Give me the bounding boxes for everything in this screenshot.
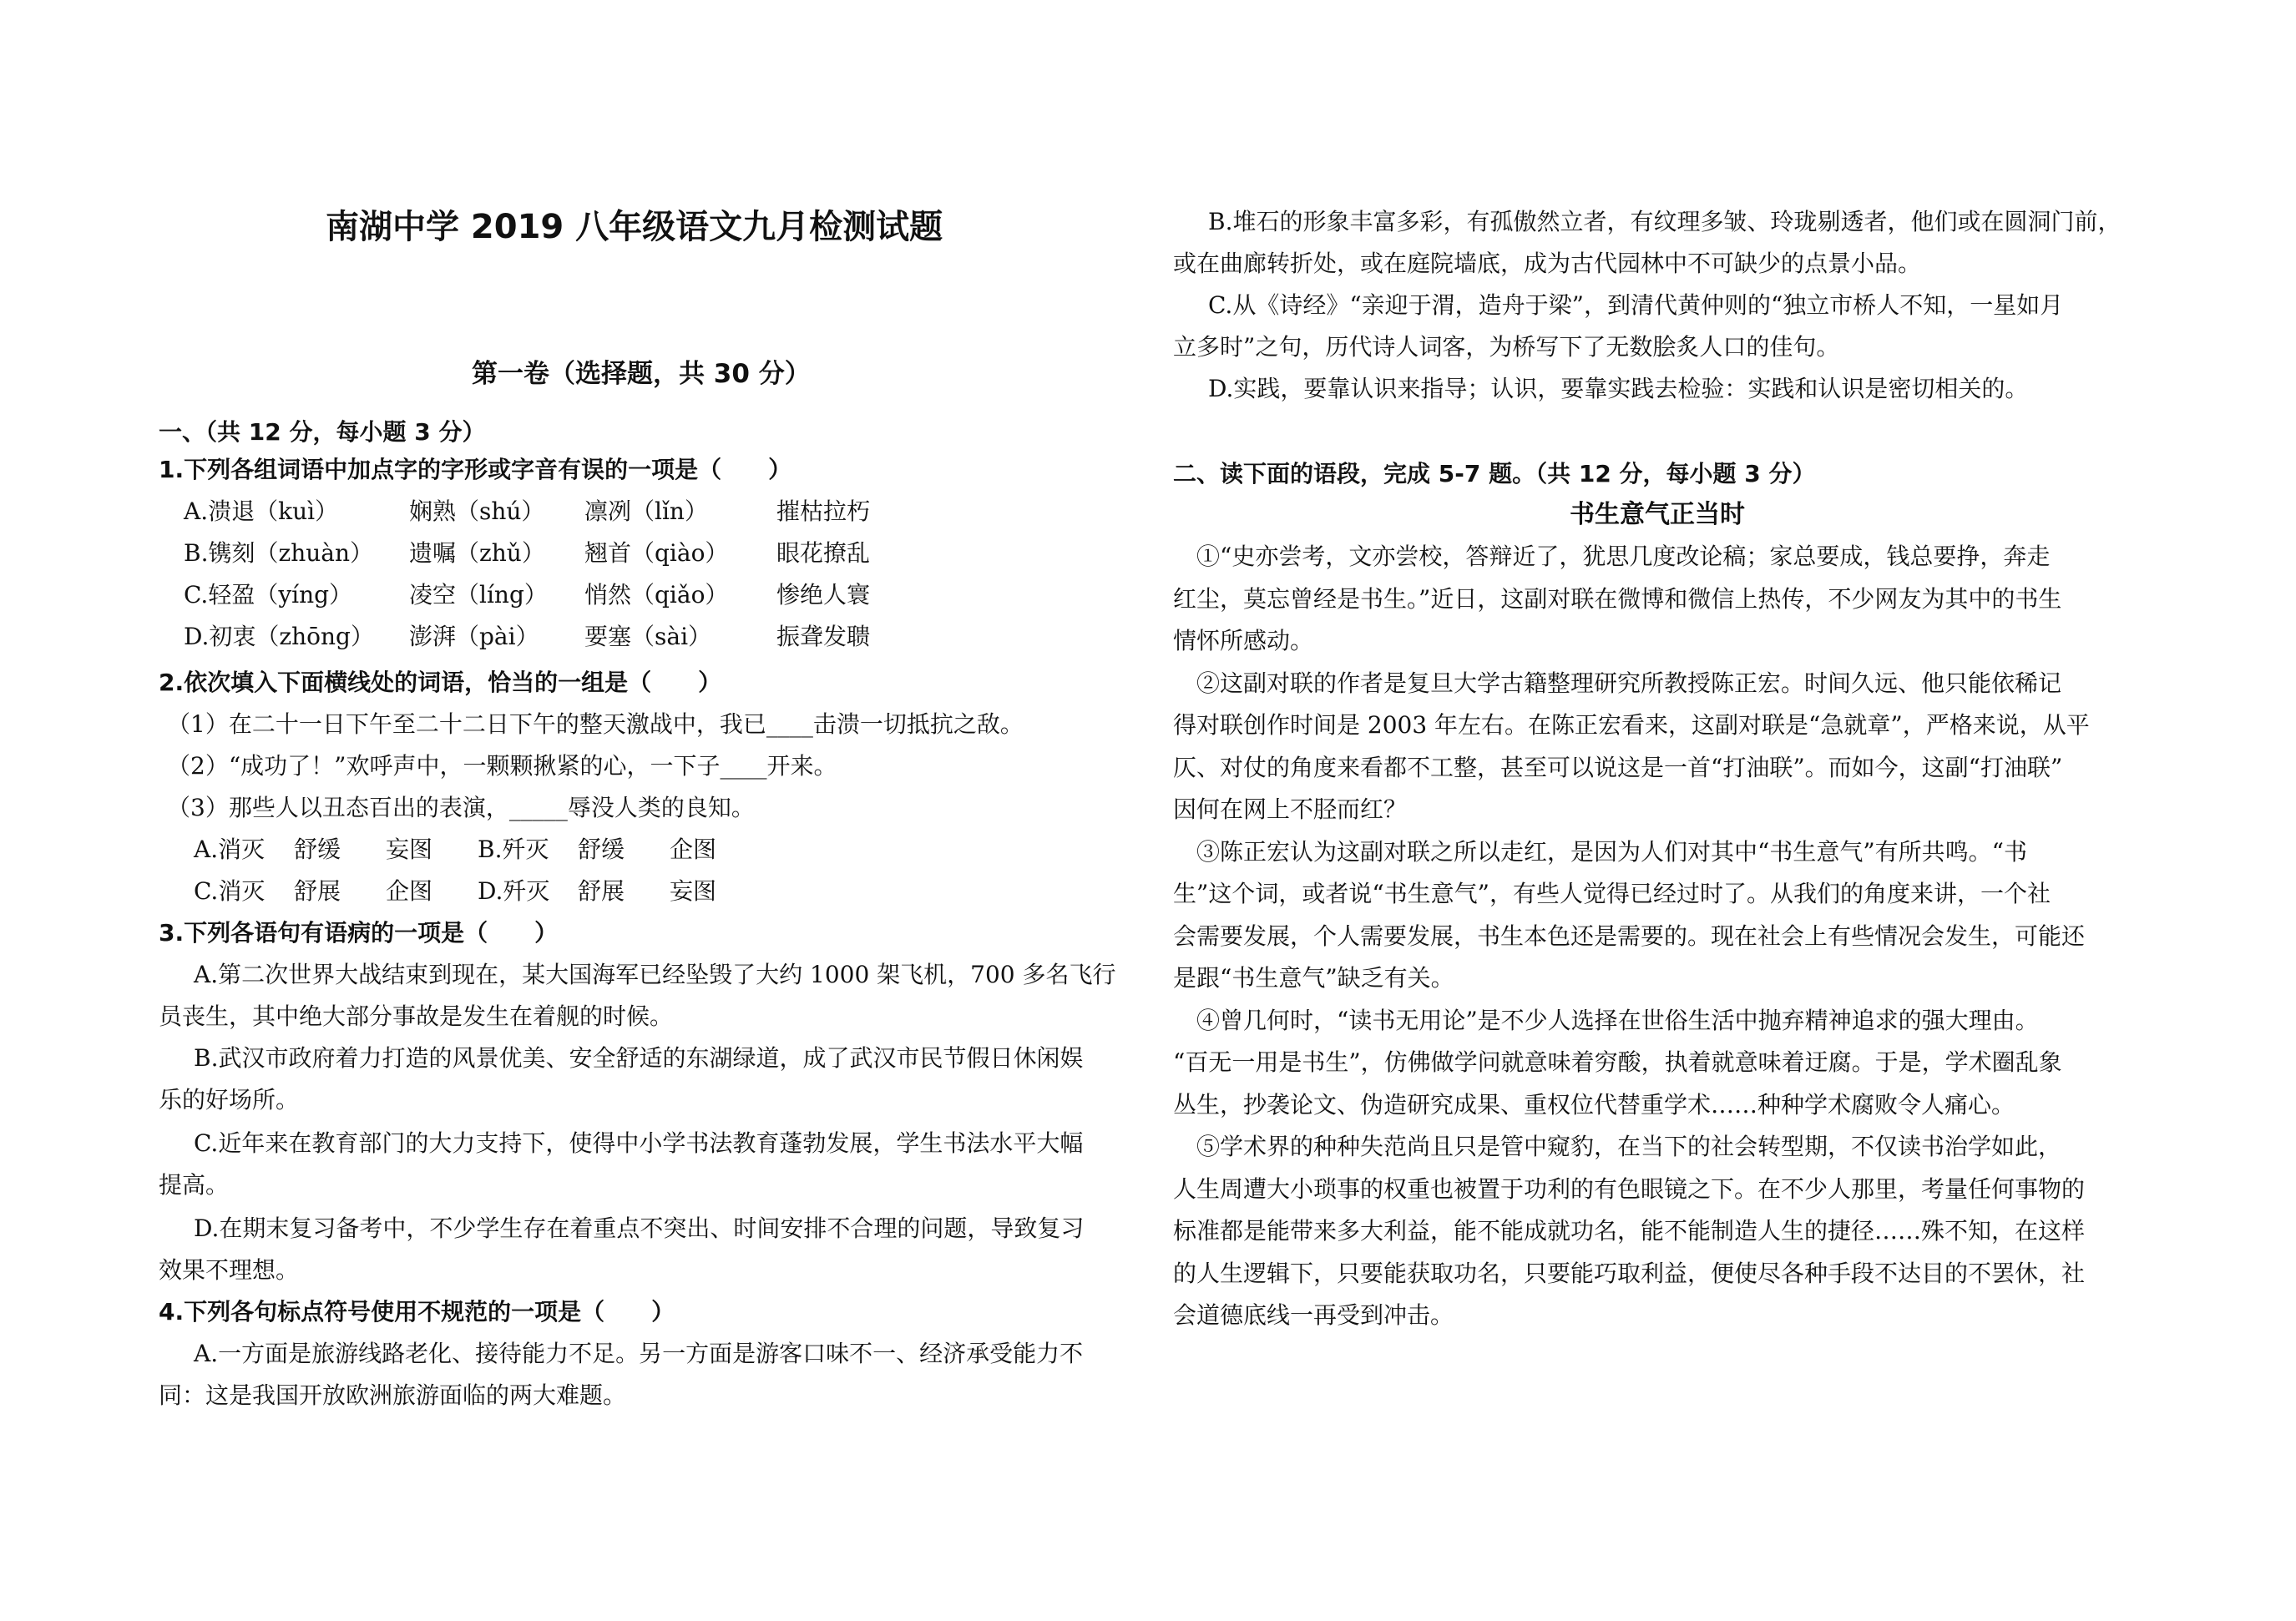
article-line: 生”这个词，或者说“书生意气”，有些人觉得已经过时了。从我们的角度来讲，一个社	[1173, 880, 2051, 907]
q3-b-line1: B.武汉市政府着力打造的风景优美、安全舒适的东湖绿道，成了武汉市民节假日休闲娱	[194, 1044, 1084, 1072]
q1-c-4: 惨绝人寰	[776, 581, 871, 609]
q3-a-line1: A.第二次世界大战结束到现在，某大国海军已经坠毁了大约 1000 架飞机，700 多名飞行	[194, 961, 1116, 988]
q4-stem: 4.下列各句标点符号使用不规范的一项是（ ）	[159, 1298, 675, 1326]
q2-a-2: 舒缓	[294, 836, 341, 863]
article-line: ③陈正宏认为这副对联之所以走红，是因为人们对其中“书生意气”有所共鸣。“书	[1173, 837, 2027, 866]
q2-options-ab	[194, 833, 716, 866]
q1-b-3: 翘首（qiào）	[584, 539, 729, 567]
q1-c-3: 悄然（qiǎo）	[584, 581, 729, 609]
q2-b-2: 舒缓	[578, 836, 625, 863]
article-line: 会需要发展，个人需要发展，书生本色还是需要的。现在社会上有些情况会发生，可能还	[1173, 922, 2086, 950]
article-line: ⑤学术界的种种失范尚且只是管中窥豹，在当下的社会转型期，不仅读书治学如此，	[1173, 1133, 2062, 1160]
q2-d-2: 舒展	[578, 877, 625, 905]
q1-d-3: 要塞（sài）	[584, 623, 712, 650]
q1-row-a	[184, 495, 870, 528]
q1-row-b	[184, 537, 870, 570]
q1-b-4: 眼花撩乱	[776, 539, 871, 567]
q1-b-2: 遗嘱（zhǔ）	[409, 539, 545, 567]
article-title: 书生意气正当时	[1570, 500, 1745, 529]
article-line: 仄、对仗的角度来看都不工整，甚至可以说这是一首“打油联”。而如今，这副“打油联”	[1173, 753, 2063, 781]
q2-a-3: 妄图	[386, 836, 433, 863]
q1-d-2: 澎湃（pài）	[409, 623, 539, 650]
article-line: ①“史亦尝考，文亦尝校，答辩近了，犹思几度改论稿；家总要成，钱总要挣，奔走	[1173, 543, 2051, 570]
q1-b-1: B.镌刻（zhuàn）	[184, 539, 374, 567]
q2-d-3: 妄图	[670, 877, 717, 905]
q2-sentence-2: （2）“成功了！”欢呼声中，一颗颗揪紧的心，一下子____开来。	[167, 752, 837, 780]
q1-stem: 1.下列各组词语中加点字的字形或字音有误的一项是（ ）	[159, 456, 792, 483]
section1-heading: 一、（共 12 分，每小题 3 分）	[159, 418, 486, 446]
q2-d-1: D.歼灭	[478, 877, 550, 905]
article-line: 情怀所感动。	[1173, 627, 1314, 654]
q2-options-cd	[194, 875, 716, 908]
q1-d-4: 振聋发聩	[776, 623, 871, 650]
q3-c-line1: C.近年来在教育部门的大力支持下，使得中小学书法教育蓬勃发展，学生书法水平大幅	[194, 1129, 1084, 1157]
q1-row-c	[184, 578, 870, 612]
q3-d-line1: D.在期末复习备考中，不少学生存在着重点不突出、时间安排不合理的问题，导致复习	[194, 1214, 1085, 1242]
q1-a-3: 凛冽（lǐn）	[584, 497, 708, 525]
q2-stem: 2.依次填入下面横线处的词语，恰当的一组是（ ）	[159, 669, 722, 696]
article-line: 红尘，莫忘曾经是书生。”近日，这副对联在微博和微信上热传，不少网友为其中的书生	[1173, 584, 2062, 613]
q2-b-3: 企图	[670, 836, 717, 863]
article-line: ④曾几何时，“读书无用论”是不少人选择在世俗生活中抛弃精神追求的强大理由。	[1173, 1006, 2039, 1034]
article-line: ②这副对联的作者是复旦大学古籍整理研究所教授陈正宏。时间久远、他只能依稀记	[1173, 669, 2062, 697]
part1-title: 第一卷（选择题，共 30 分）	[472, 359, 811, 389]
article-line: 会道德底线一再受到冲击。	[1173, 1301, 1454, 1329]
q1-c-1: C.轻盈（yíng）	[184, 581, 353, 609]
q2-sentence-1: （1）在二十一日下午至二十二日下午的整天激战中，我已____击溃一切抵抗之敌。	[167, 710, 1024, 738]
article-line: “百无一用是书生”，仿佛做学问就意味着穷酸，执着就意味着迂腐。于是，学术圈乱象	[1173, 1048, 2062, 1076]
q2-sentence-3: （3）那些人以丑态百出的表演，_____辱没人类的良知。	[167, 794, 755, 821]
article-line: 丛生，抄袭论文、伪造研究成果、重权位代替重学术……种种学术腐败令人痛心。	[1173, 1090, 2015, 1119]
q4-c-line2: 立多时”之句，历代诗人词客，为桥写下了无数脍炙人口的佳句。	[1173, 333, 1840, 361]
section2-heading: 二、读下面的语段，完成 5-7 题。（共 12 分，每小题 3 分）	[1173, 460, 1816, 487]
q4-c-line1: C.从《诗经》“亲迎于渭，造舟于梁”，到清代黄仲则的“独立市桥人不知，一星如月	[1208, 291, 2064, 319]
q3-stem: 3.下列各语句有语病的一项是（ ）	[159, 919, 559, 947]
q3-d-line2: 效果不理想。	[159, 1256, 300, 1284]
q1-d-1: D.初衷（zhōng）	[184, 623, 374, 650]
q4-d-line1: D.实践，要靠认识来指导；认识，要靠实践去检验：实践和认识是密切相关的。	[1208, 375, 2029, 402]
article-line: 人生周遭大小琐事的权重也被置于功利的有色眼镜之下。在不少人那里，考量任何事物的	[1173, 1174, 2086, 1203]
q1-a-1: A.溃退（kuì）	[184, 497, 339, 525]
q1-a-2: 娴熟（shú）	[409, 497, 545, 525]
article-line: 因何在网上不胫而红？	[1173, 795, 1408, 823]
article-line: 是跟“书生意气”缺乏有关。	[1173, 964, 1454, 992]
page-title: 南湖中学 2019 八年级语文九月检测试题	[326, 208, 943, 246]
q3-b-line2: 乐的好场所。	[159, 1086, 300, 1113]
q1-c-2: 凌空（líng）	[409, 581, 548, 609]
q2-b-1: B.歼灭	[478, 836, 549, 863]
q4-a-line1: A.一方面是旅游线路老化、接待能力不足。另一方面是游客口味不一、经济承受能力不	[194, 1340, 1084, 1367]
q4-b-line1: B.堆石的形象丰富多彩，有孤傲然立者，有纹理多皱、玲珑剔透者，他们或在圆洞门前，	[1208, 208, 2122, 235]
article-line: 标准都是能带来多大利益，能不能成就功名，能不能制造人生的捷径……殊不知，在这样	[1173, 1217, 2086, 1245]
q2-a-1: A.消灭	[194, 836, 266, 863]
q1-row-d	[184, 620, 870, 654]
article-line: 得对联创作时间是 2003 年左右。在陈正宏看来，这副对联是“急就章”，严格来说，从平	[1173, 711, 2090, 739]
q2-c-2: 舒展	[294, 877, 341, 905]
q1-a-4: 摧枯拉朽	[776, 497, 871, 525]
article-line: 的人生逻辑下，只要能获取功名，只要能巧取利益，便使尽各种手段不达目的不罢休，社	[1173, 1259, 2086, 1287]
q3-c-line2: 提高。	[159, 1171, 230, 1199]
q3-a-line2: 员丧生，其中绝大部分事故是发生在着舰的时候。	[159, 1002, 674, 1030]
q2-c-3: 企图	[386, 877, 433, 905]
q2-c-1: C.消灭	[194, 877, 266, 905]
q4-a-line2: 同：这是我国开放欧洲旅游面临的两大难题。	[159, 1381, 627, 1409]
q4-b-line2: 或在曲廊转折处，或在庭院墙底，成为古代园林中不可缺少的点景小品。	[1173, 250, 1922, 277]
